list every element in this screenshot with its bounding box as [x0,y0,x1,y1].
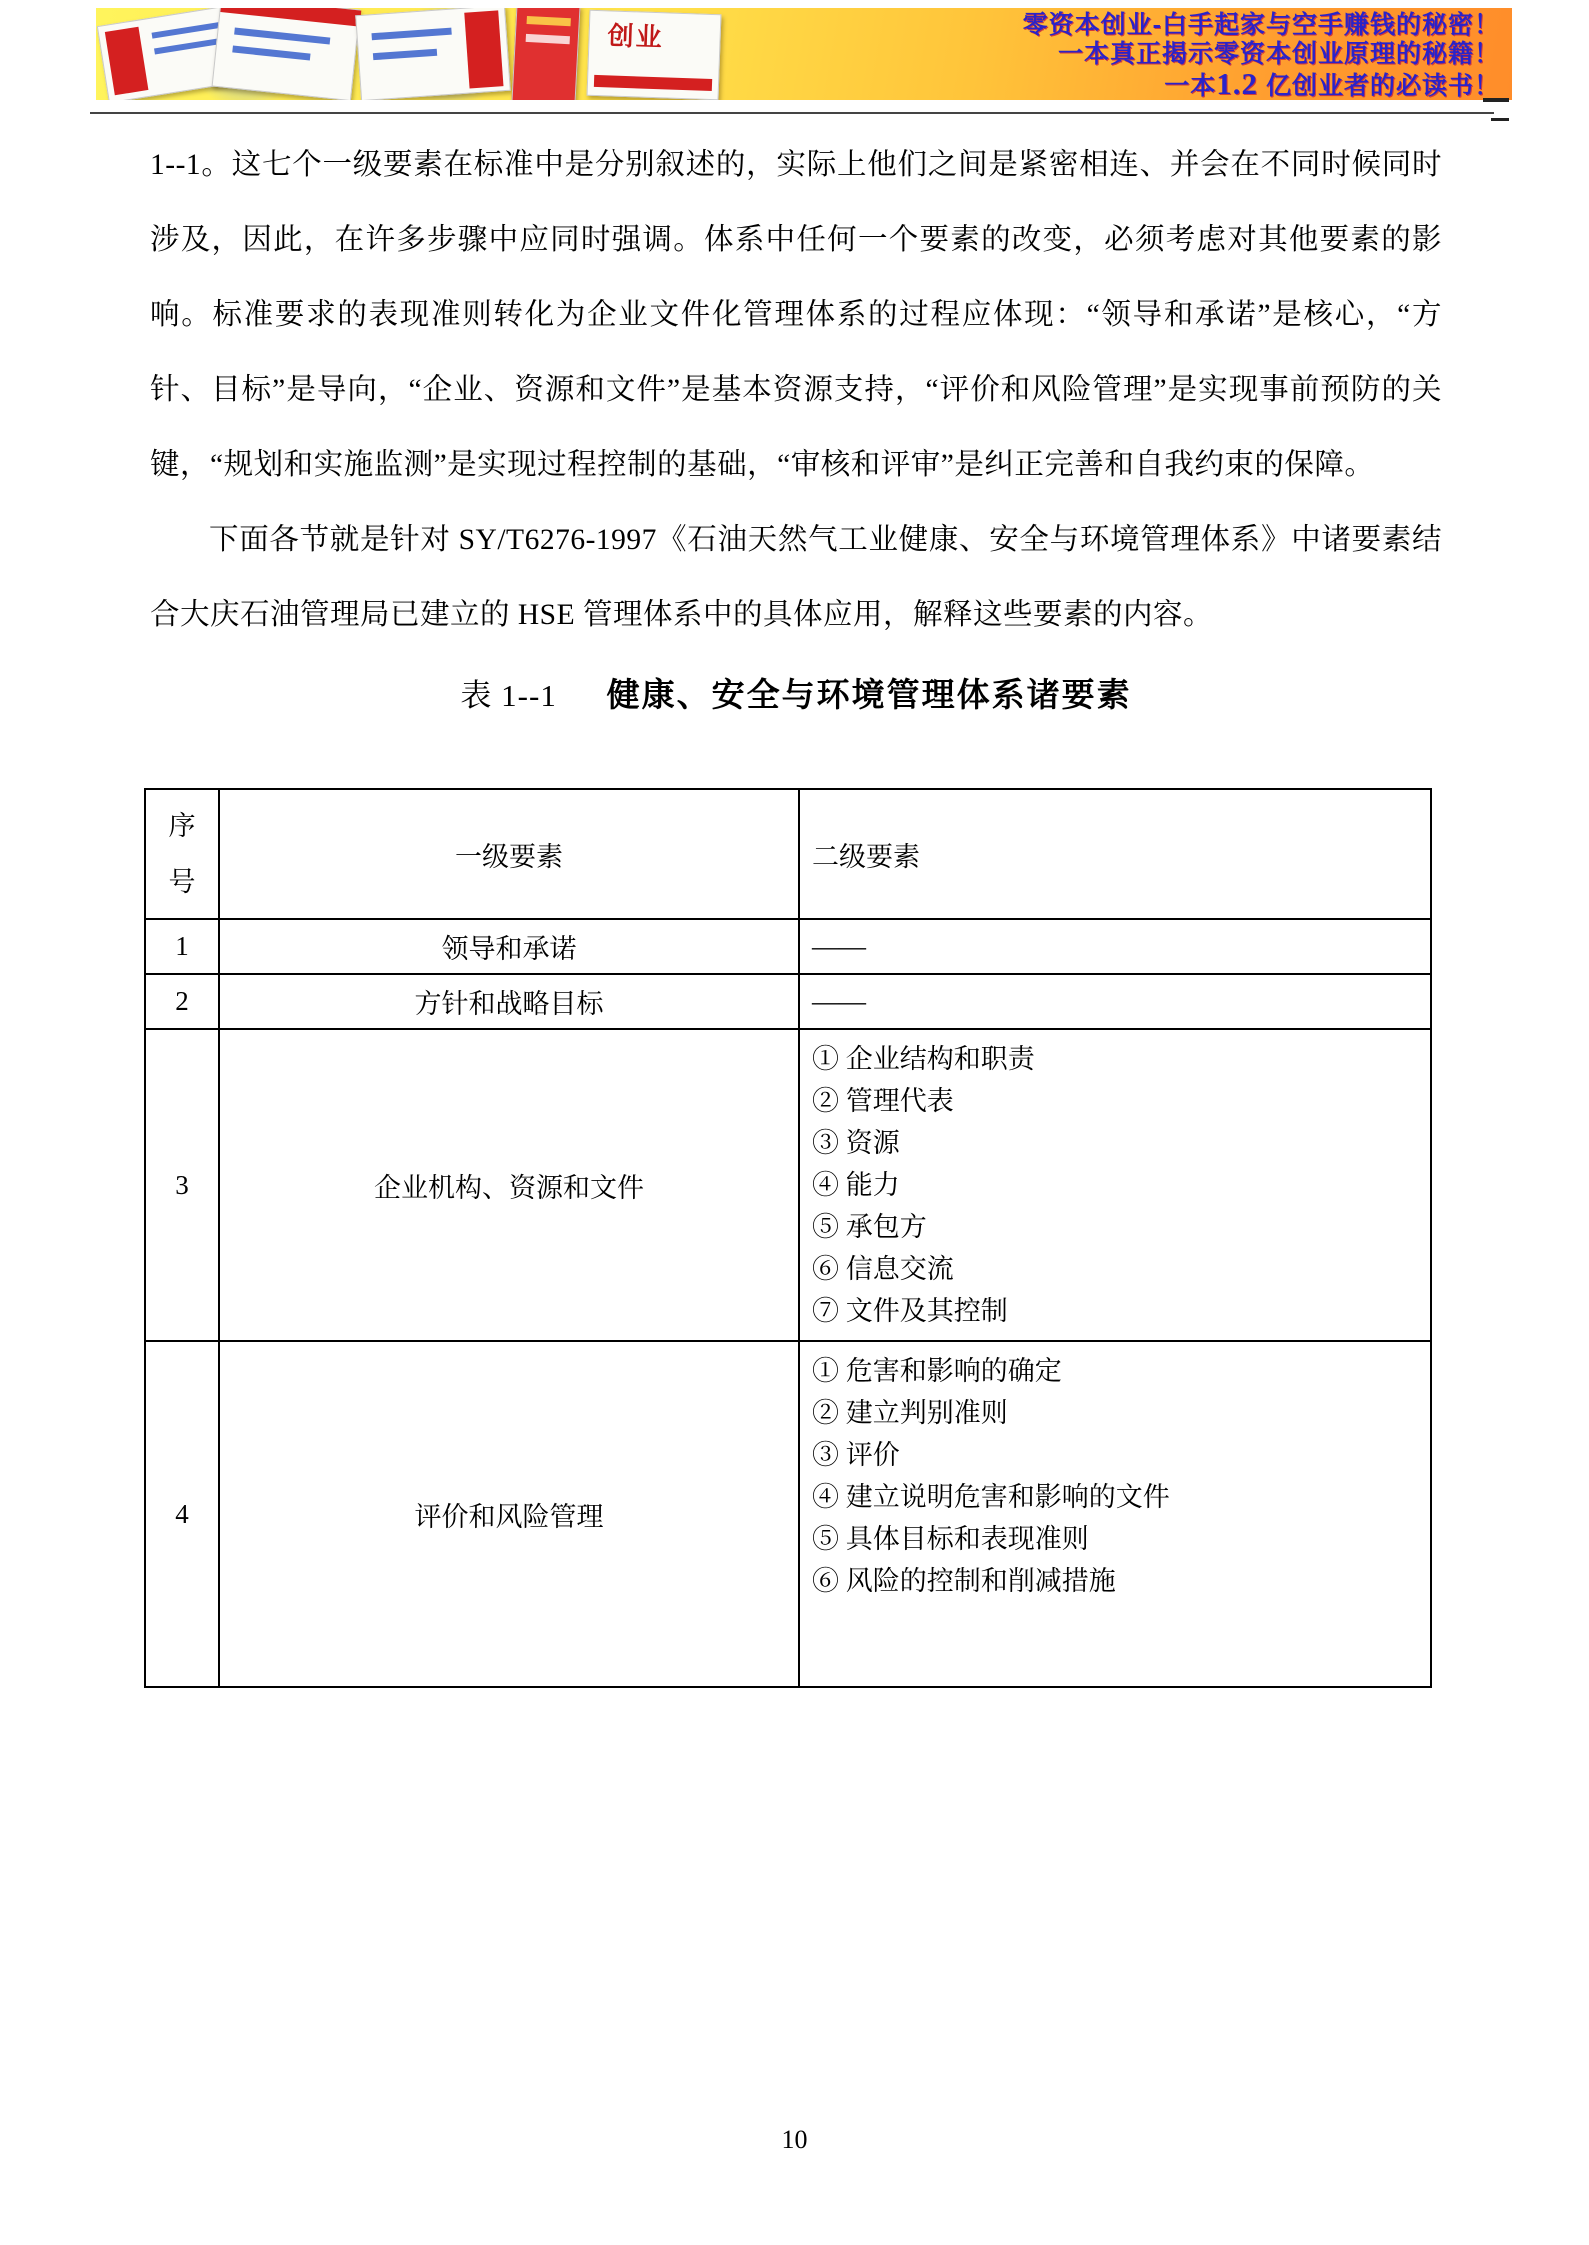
header-cell-no: 序号 [145,789,219,919]
level2-item: ⑦ 文件及其控制 [812,1296,1008,1326]
level2-item: ⑥ 风险的控制和削减措施 [812,1566,1116,1596]
cell-level1: 评价和风险管理 [219,1341,799,1687]
level2-item: ① 危害和影响的确定 [812,1356,1062,1386]
cell-level2: —— [799,919,1431,974]
header-rule-dash-small [1491,118,1509,121]
cell-level2 [799,1341,1431,1687]
book-title-text: 创业 [607,20,665,53]
book-cover-image-2 [212,8,361,100]
level2-item: ④ 能力 [812,1170,900,1200]
level2-item: ⑤ 承包方 [812,1212,927,1242]
table-row [145,919,1431,974]
level2-item: ④ 建立说明危害和影响的文件 [812,1482,1170,1512]
header-cell-level1: 一级要素 [219,789,799,919]
banner-ad-text [1023,11,1500,100]
header-ad-banner [96,8,1512,100]
banner-ad-line-2: 一本真正揭示零资本创业原理的秘籍！ [1057,40,1500,68]
banner-ad-number: 1.2 [1216,66,1259,100]
header-rule-line [90,112,1494,114]
level2-item: ⑥ 信息交流 [812,1254,954,1284]
paragraph-1: 1--1。这七个一级要素在标准中是分别叙述的，实际上他们之间是紧密相连、并会在不同时候同时涉及，因此，在许多步骤中应同时强调。体系中任何一个要素的改变，必须考虑对其他要素的影响。标准要求的表现准则转化为企业文件化管理体系的过程应体现：“领导和承诺”是核心，“方针、目标”是导向，“企业、资源和文件”是基本资源支持，“评价和风险管理”是实现事前预防的关键，“规划和实施监测”是实现过程控制的基础，“审核和评审”是纠正完善和自我约束的保障。 [150,149,1442,481]
book-cover-image-4 [511,8,580,100]
cell-no: 3 [145,1029,219,1341]
book-covers-collage [96,8,736,100]
table-row [145,1341,1431,1687]
document-body [150,128,1442,1688]
hse-elements-table [144,788,1432,1688]
cell-no: 2 [145,974,219,1029]
paragraph-2: 下面各节就是针对 SY/T6276-1997《石油天然气工业健康、安全与环境管理体系》中诸要素结合大庆石油管理局已建立的 HSE 管理体系中的具体应用，解释这些要素的内容。 [150,524,1442,631]
header-rule-dash [1483,98,1509,102]
level2-item: ① 企业结构和职责 [812,1044,1035,1074]
banner-ad-line-1: 零资本创业-白手起家与空手赚钱的秘密！ [1022,11,1500,39]
table-caption [150,669,1442,716]
cell-no: 4 [145,1341,219,1687]
level2-item: ⑤ 具体目标和表现准则 [812,1524,1089,1554]
table-caption-title: 健康、安全与环境管理体系诸要素 [606,676,1132,713]
cell-level1: 领导和承诺 [219,919,799,974]
level2-item: ② 建立判别准则 [812,1398,1008,1428]
level2-item: ③ 评价 [812,1440,900,1470]
book-cover-image-3 [355,8,511,100]
cell-no: 1 [145,919,219,974]
cell-level1: 企业机构、资源和文件 [219,1029,799,1341]
level2-item: ② 管理代表 [812,1086,954,1116]
banner-ad-line-3: 一本1.2 亿创业者的必读书！ [1164,66,1500,100]
cell-level2 [799,1029,1431,1341]
book-cover-image-5 [587,10,722,100]
table-caption-number: 表 1--1 [460,678,557,713]
table-row [145,1029,1431,1341]
table-row [145,974,1431,1029]
page-number: 10 [781,2125,808,2154]
table-header-row [145,789,1431,919]
header-cell-level2: 二级要素 [799,789,1431,919]
cell-level1: 方针和战略目标 [219,974,799,1029]
level2-item: ③ 资源 [812,1128,900,1158]
cell-level2: —— [799,974,1431,1029]
